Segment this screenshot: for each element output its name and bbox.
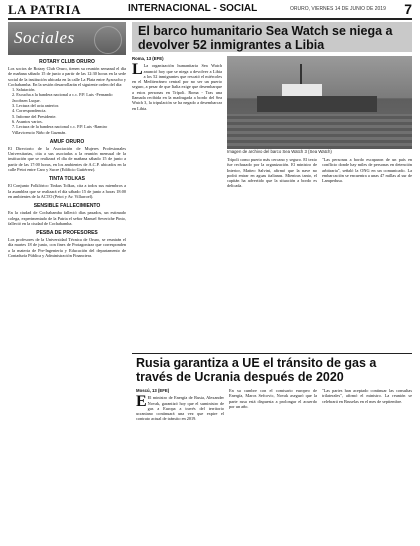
russia-col-1: [136, 388, 224, 542]
pesba-text: Los profesores de la Universidad Técnica de Oruro, se reunirán el día martes 18 de junio, con fines de Protagonizar que corresponden a la materia de Pre-Ingeniería y Educación del departamento de Contaduría Pública y Administración Financiera.: [8, 237, 126, 259]
page-number: 7: [404, 1, 412, 17]
sociales-banner: [8, 22, 126, 55]
list-item: 2. Escucha a la bandera nacional a c.c. P.P. Luis -Fernando Jacobsen Luque.: [12, 92, 113, 103]
rotary-intro: Los socios de Rotary Club Oruro, tienen su reunión semanal el día de mañana sábado 15 de junio a partir de las 12:30 horas en la sede social de la institución ubicada en la calle La Plata entre Ayacucho y Cochabamba. En la sesión desarrollarán el siguiente orden del día:: [8, 66, 126, 87]
russia-rule: [132, 353, 412, 354]
russia-col-3: [322, 388, 412, 542]
list-item: 1. Salutación.: [12, 87, 36, 93]
list-item: 5. Informe del Presidente.: [12, 113, 57, 119]
newspaper-logo: LA PATRIA: [8, 2, 81, 17]
seawatch-text-3: "Las personas a bordo escaparon de un país en conflicto donde hay miles de personas en detención arbitraria", señaló la ONG en un comunicado. La embarcación se encuentra a unas 47 millas al sur de Lampedusa.: [322, 157, 412, 184]
seawatch-headline-box: [132, 22, 412, 52]
seawatch-col-2: [227, 157, 317, 350]
sociales-title: Sociales: [14, 28, 75, 47]
ship-mast: [300, 64, 302, 84]
seawatch-text-2: Trípoli como puerto más cercano y seguro. El texto fue rechazado por la organización. El ministro de Interior, Matteo Salvini, afirmó que la nave no podrá entrar en aguas italianas. Mientras tanto, el capitán ha advertido que la situación a bordo es delicada.: [227, 157, 317, 189]
russia-text-1: E El ministro de Energía de Rusia, Alexander Novak, garantizó hoy que el suministro de gas a Europa a través del territorio ucraniano continuará una vez que expire el contrato actual de tránsito en 2019.: [136, 393, 224, 422]
russia-text-3: "Las partes han aceptado continuar las consultas trilaterales", afirmó el ministro. La reunión se celebrará en Bruselas en el mes de septiembre.: [322, 388, 412, 404]
ship-hull: [257, 96, 377, 112]
sea-waves: [227, 114, 412, 149]
masthead: [0, 0, 420, 18]
tinta-text: El Conjunto Folklórico Tinkus Tolkas, cita a todos sus miembros a la asamblea que se realizará el día sábado 15 de junio a horas 18:00 en ambientes de la ACTO (Petot y Av. Villarroel).: [8, 183, 126, 199]
list-item: 3. Lectura del acta anterior.: [12, 103, 60, 109]
seawatch-photo: [227, 56, 412, 149]
seawatch-col-1: [132, 56, 222, 350]
amuf-text: El Directorio de la Asociación de Mujeres Profesionales Universitarias, cita a sus asociadas a la reunión mensual de la institución que se realizará el día de mañana sábado 15 de junio a partir de las 17:00 horas, en los ambientes de A.C.P. ubicados en la calle Petot entre Caro y Sucre (Edificio Gutiérrez).: [8, 145, 126, 173]
seawatch-text-1: L La organización humanitaria Sea Watch anunció hoy que se niega a devolver a Libia a los 52 inmigrantes que rescató el miércoles en el Mediterráneo central por no ser un puerto seguro, a pesar de que Italia exige que desembarque a estos personas en Trípoli. Roma - Tras una llamada recibida en la madrugada a bordo del Sea Watch 3, la tripulación se ha negado a desembarcar en Libia.: [132, 61, 222, 111]
russia-col-2: [229, 388, 317, 542]
rotary-heading: ROTARY CLUB ORURO: [39, 59, 95, 65]
sociales-column: [8, 22, 126, 542]
masthead-rule: [8, 18, 412, 20]
tinta-heading: TINTA TOLKAS: [48, 176, 85, 183]
seawatch-col-3: [322, 157, 412, 350]
photo-caption: Imagen de archivo del barco Sea Watch 3 (Sea Watch): [227, 149, 332, 154]
list-item: 6. Asuntos varios.: [12, 118, 43, 124]
list-item: 7. Lectura de la bandera nacional c.c. P.P. Luis -Ramiro Villavicencio Niño de Guzmán.: [12, 124, 108, 135]
section-title: INTERNACIONAL - SOCIAL: [128, 3, 258, 14]
sensible-heading: SENSIBLE FALLECIMIENTO: [33, 203, 101, 210]
list-item: 4. Correspondencia.: [12, 108, 47, 114]
issue-date: ORURO, VIERNES 14 DE JUNIO DE 2019: [290, 6, 386, 12]
russia-headline: Rusia garantiza a UE el tránsito de gas a través de Ucrania después de 2020: [136, 356, 377, 384]
rotary-agenda: [8, 87, 126, 135]
sensible-text: En la ciudad de Cochabamba falleció días pasados, un estimado colega, experimentado de la Patria el señor Manuel Severiche Pinto, falleció en la ciudad de Cochabamba.: [8, 210, 126, 226]
russia-text-2: En su cumbre con el comisario europeo de Energía, Maros Sefcovic, Novak aseguró que la parte rusa está dispuesta a prolongar el acuerdo por un año.: [229, 388, 317, 409]
seawatch-byline: Roma, 13 (EFE): [132, 56, 164, 61]
amuf-heading: AMUF ORURO: [49, 138, 85, 145]
ornament-icon: [94, 26, 122, 54]
russia-byline: Moscú, 13 (EFE): [136, 388, 170, 393]
seawatch-headline: El barco humanitario Sea Watch se niega a devolver 52 inmigrantes a Libia: [138, 24, 393, 52]
pesba-heading: PESBA DE PROFESORES: [36, 230, 98, 237]
